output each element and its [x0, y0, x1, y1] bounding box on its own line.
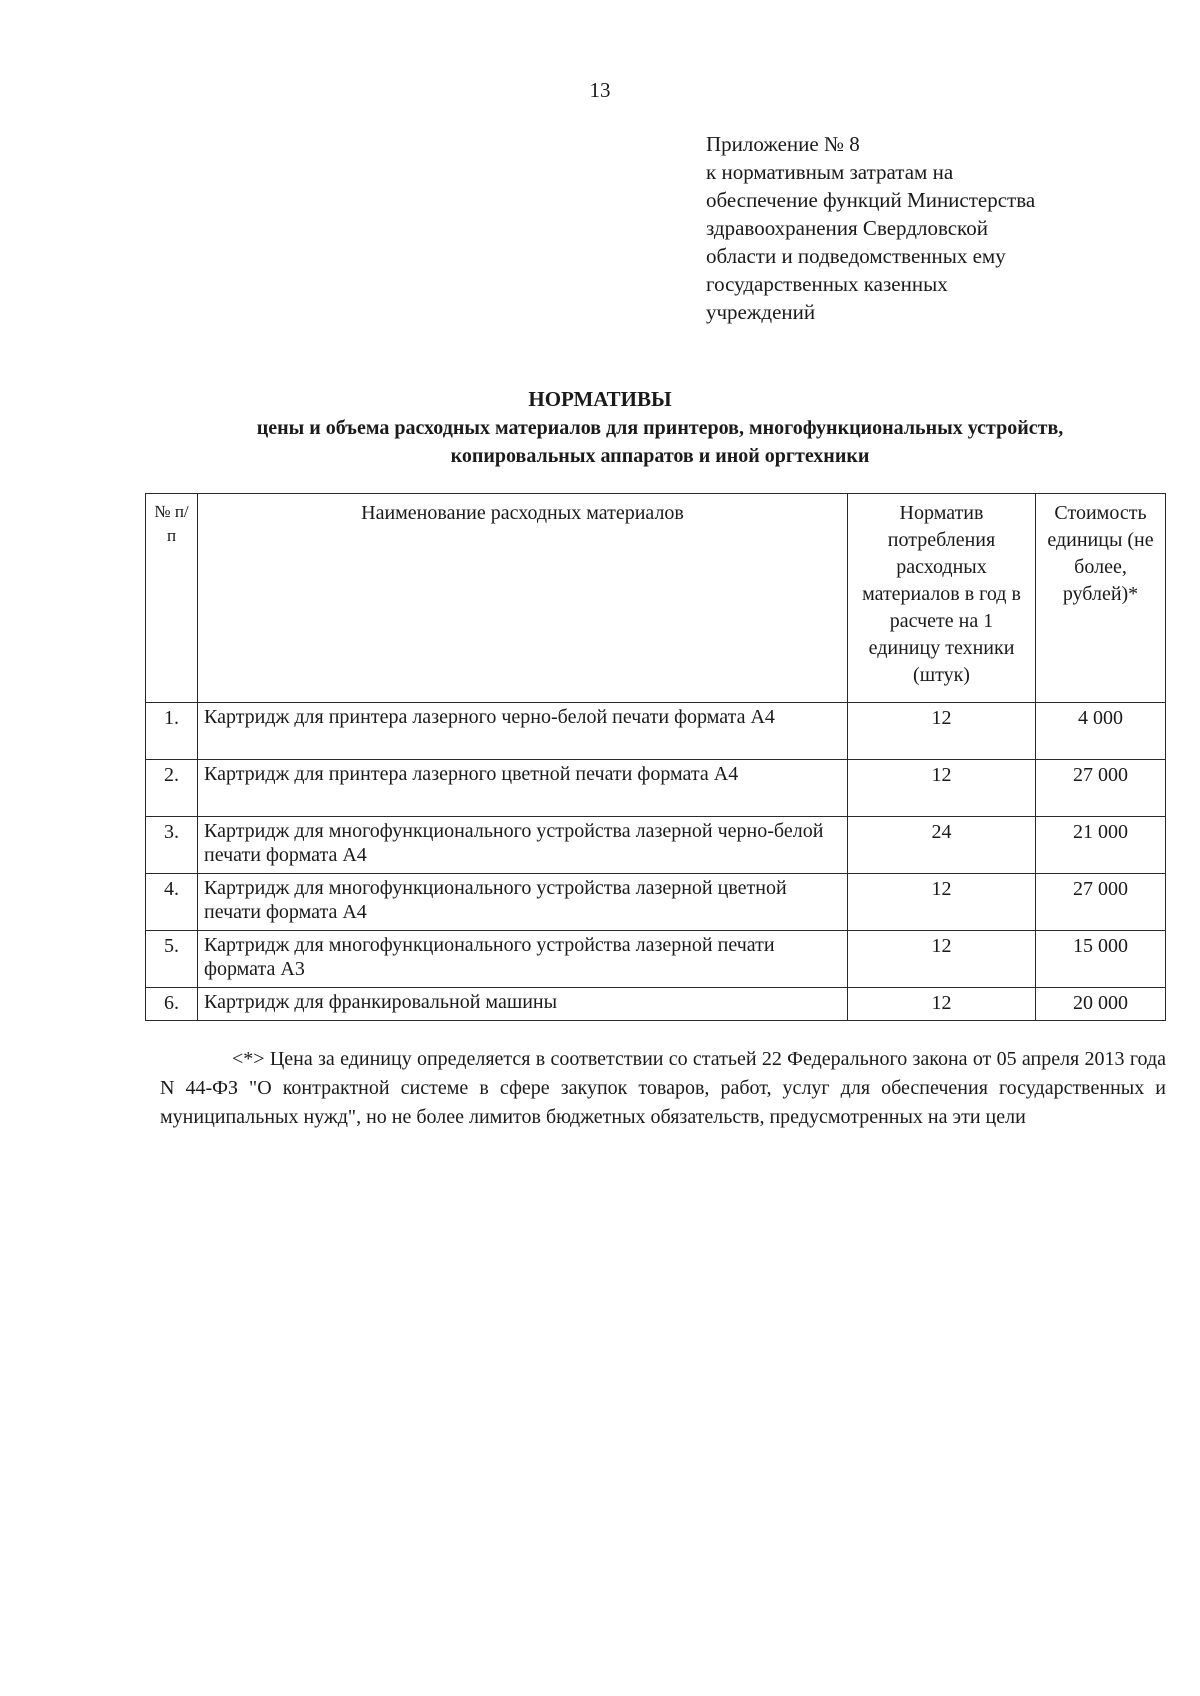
row-norm: 12 — [848, 703, 1036, 760]
row-num: 3. — [146, 817, 198, 874]
subtitle-line: цены и объема расходных материалов для принтеров, многофункциональных устройств, — [256, 417, 1064, 439]
table-row — [146, 760, 1166, 817]
header-norm: Норматив потребления расходных материалов в год в расчете на 1 единицу техники (штук) — [848, 494, 1036, 703]
table-row — [146, 931, 1166, 988]
row-cost: 20 000 — [1036, 988, 1166, 1021]
row-cost: 27 000 — [1036, 760, 1166, 817]
table-row — [146, 874, 1166, 931]
norms-table — [145, 493, 1166, 1021]
page-number: 13 — [589, 78, 611, 102]
appendix-line: к нормативным затратам на — [706, 160, 954, 184]
header-num: № п/п — [146, 494, 198, 703]
header-cost: Стоимость единицы (не более, рублей)* — [1036, 494, 1166, 703]
row-cost: 15 000 — [1036, 931, 1166, 988]
row-norm: 12 — [848, 760, 1036, 817]
footnote: <*> Цена за единицу определяется в соответствии со статьей 22 Федерального закона от 05 апреля 2013 года N 44-ФЗ "О контрактной системе в сфере закупок товаров, работ, услуг для обеспечения государственных и муниципальных нужд", но не более лимитов бюджетных обязательств, предусмотренных на эти цели — [160, 1048, 1166, 1128]
row-num: 5. — [146, 931, 198, 988]
row-num: 4. — [146, 874, 198, 931]
appendix-block — [706, 130, 1126, 326]
row-norm: 24 — [848, 817, 1036, 874]
row-norm: 12 — [848, 874, 1036, 931]
appendix-line: здравоохранения Свердловской — [706, 216, 988, 240]
row-name: Картридж для многофункционального устройства лазерной цветной печати формата А4 — [198, 874, 848, 931]
table-row — [146, 703, 1166, 760]
row-num: 2. — [146, 760, 198, 817]
row-num: 6. — [146, 988, 198, 1021]
row-cost: 21 000 — [1036, 817, 1166, 874]
row-norm: 12 — [848, 988, 1036, 1021]
document-title: НОРМАТИВЫ — [528, 387, 672, 411]
table-header-row — [146, 494, 1166, 703]
document-subtitle — [140, 414, 1180, 470]
row-name: Картридж для франкировальной машины — [198, 988, 848, 1021]
row-norm: 12 — [848, 931, 1036, 988]
table-row — [146, 817, 1166, 874]
appendix-line: Приложение № 8 — [706, 132, 860, 156]
appendix-line: обеспечение функций Министерства — [706, 188, 1036, 212]
appendix-line: учреждений — [706, 300, 816, 324]
row-name: Картридж для многофункционального устройства лазерной печати формата А3 — [198, 931, 848, 988]
subtitle-line: копировальных аппаратов и иной оргтехники — [450, 445, 870, 467]
row-name: Картридж для принтера лазерного цветной печати формата А4 — [198, 760, 848, 817]
appendix-line: области и подведомственных ему — [706, 244, 1006, 268]
row-name: Картридж для многофункционального устройства лазерной черно-белой печати формата А4 — [198, 817, 848, 874]
header-name: Наименование расходных материалов — [198, 494, 848, 703]
row-name: Картридж для принтера лазерного черно-белой печати формата А4 — [198, 703, 848, 760]
row-cost: 27 000 — [1036, 874, 1166, 931]
row-cost: 4 000 — [1036, 703, 1166, 760]
appendix-line: государственных казенных — [706, 272, 948, 296]
row-num: 1. — [146, 703, 198, 760]
table-row — [146, 988, 1166, 1021]
